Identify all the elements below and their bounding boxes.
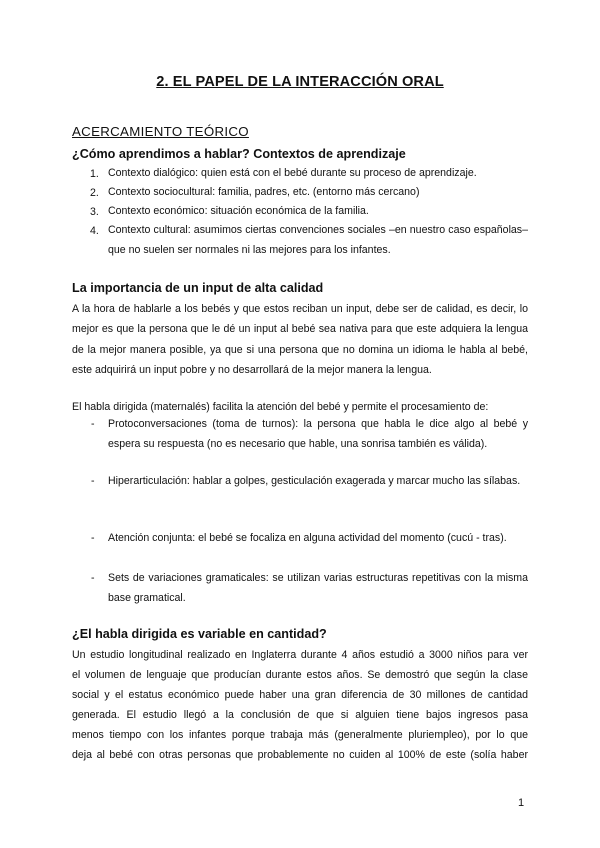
paragraph-line: menos tiempo con los infantes porque trabaja más (generalmente pluriempleo), por lo que: [72, 729, 528, 741]
paragraph: El habla dirigida (maternalés) facilita la atención del bebé y permite el procesamiento de:: [72, 401, 489, 413]
bullet-item: Atención conjunta: el bebé se focaliza en alguna actividad del momento (cucú - tras).: [108, 532, 507, 544]
heading-input-quality: La importancia de un input de alta calidad: [72, 281, 324, 295]
paragraph-line: Un estudio longitudinal realizado en Inglaterra durante 4 años estudió a 3000 niños para ver: [72, 649, 528, 661]
heading-variable-quantity: ¿El habla dirigida es variable en cantidad?: [72, 627, 327, 641]
bullet-item: Hiperarticulación: hablar a golpes, gesticulación exagerada y marcar mucho las sílabas.: [108, 475, 521, 487]
bullet-dash: -: [91, 418, 95, 430]
page-number: 1: [518, 797, 525, 809]
list-number: 3.: [90, 206, 99, 218]
list-item: Contexto sociocultural: familia, padres, etc. (entorno más cercano): [108, 186, 420, 198]
bullet-dash: -: [91, 475, 95, 487]
bullet-item: Sets de variaciones gramaticales: se utilizan varias estructuras repetitivas con la misma base gramatical.: [108, 572, 528, 604]
list-item: Contexto cultural: asumimos ciertas convenciones sociales –en nuestro caso españolas– que no suelen ser normales ni las mejores para los infantes.: [108, 224, 528, 256]
paragraph: A la hora de hablarle a los bebés y que estos reciban un input, debe ser de calidad, es decir, lo mejor es que la persona que le dé un input al bebé sea nativa para que este adquiera la lengua de la mejor manera posible, ya que si una persona que no domina un idioma le habla al bebé, este adquirirá un input pobre y no desarrollará de la mejor manera la lengua.: [72, 303, 528, 377]
paragraph-line: social y el estatus económico puede haber una gran diferencia de 30 millones de cantidad: [72, 689, 528, 701]
list-item: Contexto dialógico: quien está con el bebé durante su proceso de aprendizaje.: [108, 167, 477, 179]
paragraph-line: el volumen de lenguaje que producían durante estos años. Se demostró que según la clase: [72, 669, 528, 681]
bullet-item: Protoconversaciones (toma de turnos): la persona que habla le dice algo al bebé y espera su respuesta (no es necesario que hable, una sonrisa también es válida).: [108, 418, 528, 450]
paragraph-line: generada. El estudio llegó a la conclusión de que si alguien tiene bajos ingresos pasa: [72, 709, 528, 721]
list-number: 4.: [90, 225, 99, 237]
list-number: 2.: [90, 187, 99, 199]
list-item: Contexto económico: situación económica de la familia.: [108, 205, 369, 217]
document-title: 2. EL PAPEL DE LA INTERACCIÓN ORAL: [156, 74, 444, 90]
bullet-dash: -: [91, 572, 95, 584]
bullet-dash: -: [91, 532, 95, 544]
section-heading: ACERCAMIENTO TEÓRICO: [72, 124, 249, 139]
paragraph-line: deja al bebé con otras personas que probablemente no cuiden al 100% de este (solía haber: [72, 749, 528, 761]
heading-contexts: ¿Cómo aprendimos a hablar? Contextos de aprendizaje: [72, 147, 406, 161]
list-number: 1.: [90, 168, 99, 180]
